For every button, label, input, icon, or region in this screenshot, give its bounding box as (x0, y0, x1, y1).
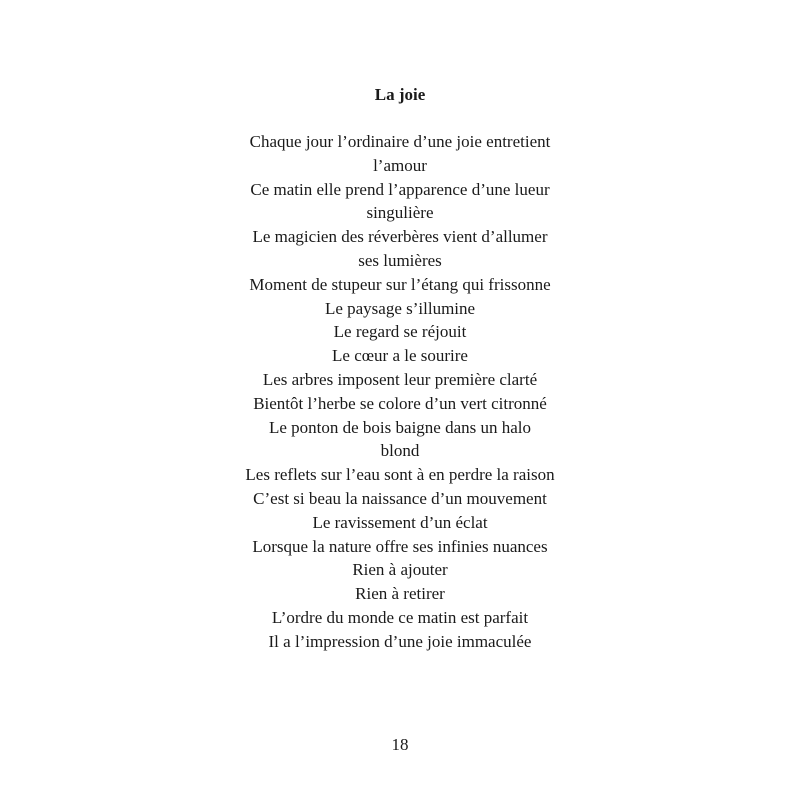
poem-line: C’est si beau la naissance d’un mouvement (253, 488, 547, 508)
poem-line: Rien à ajouter (352, 560, 448, 580)
poem-line: Le regard se réjouit (333, 322, 467, 342)
poem-body (0, 130, 800, 654)
poem-title: La joie (374, 85, 426, 104)
poem-line: Le cœur a le sourire (332, 346, 468, 366)
poem-line: Le ravissement d’un éclat (312, 512, 488, 532)
poem-line: Moment de stupeur sur l’étang qui frissonne (249, 274, 551, 294)
poem-line: singulière (366, 203, 434, 223)
poem-line: Lorsque la nature offre ses infinies nuances (252, 536, 548, 556)
poem-line: Ce matin elle prend l’apparence d’une lueur (250, 179, 550, 199)
poem-line: Les reflets sur l’eau sont à en perdre la raison (245, 465, 555, 485)
poem-line: Le paysage s’illumine (324, 298, 476, 318)
poem-line: blond (380, 441, 420, 461)
poem-line: L’ordre du monde ce matin est parfait (271, 607, 529, 627)
poem-line: l’amour (373, 155, 427, 175)
poem-line: Bientôt l’herbe se colore d’un vert citronné (253, 393, 547, 413)
poem-line: Rien à retirer (355, 584, 445, 604)
page-number: 18 (391, 735, 409, 754)
poem-line: ses lumières (358, 250, 442, 270)
poem-line: Le ponton de bois baigne dans un halo (268, 417, 532, 437)
poem-line: Le magicien des réverbères vient d’allumer (252, 227, 548, 247)
poem-line: Chaque jour l’ordinaire d’une joie entretient (249, 132, 551, 151)
poem-line: Il a l’impression d’une joie immaculée (268, 631, 532, 651)
poem-line: Les arbres imposent leur première clarté (262, 369, 538, 389)
